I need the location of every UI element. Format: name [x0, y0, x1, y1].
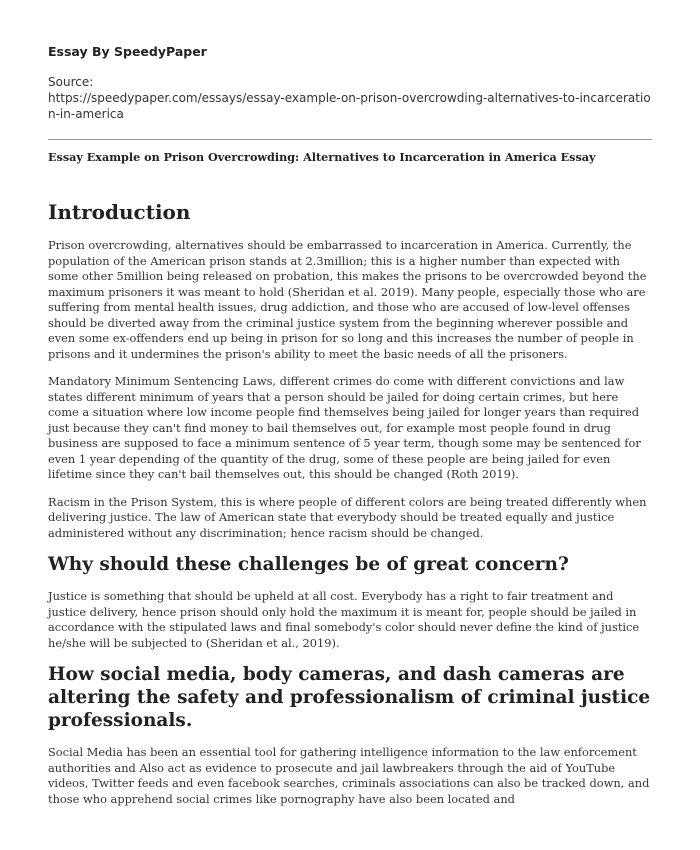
section-introduction	[48, 200, 652, 541]
paragraph: Social Media has been an essential tool for gathering intelligence information to the law enforcement authorities and Also act as evidence to prosecute and jail lawbreakers through the aid of YouTube videos, Twitter feeds and even facebook searches, criminals associations can also be tracked down, and those who apprehend social crimes like pornography have also been located and	[48, 745, 650, 806]
source-url-link[interactable]: https://speedypaper.com/essays/essay-example-on-prison-overcrowding-alternatives-to-incarceration-in-america	[48, 91, 651, 121]
section-concern	[48, 553, 652, 651]
source-label: Source:	[48, 75, 94, 89]
paragraph: Racism in the Prison System, this is where people of different colors are being treated differently when delivering justice. The law of American state that everybody should be treated equally and justice administered without any discrimination; hence racism should be changed.	[48, 494, 647, 540]
section-heading: Introduction	[48, 200, 191, 224]
essay-title: Essay Example on Prison Overcrowding: Alternatives to Incarceration in America Essay	[48, 150, 596, 164]
header-divider	[48, 139, 652, 140]
section-heading: How social media, body cameras, and dash cameras are altering the safety and professionalism of criminal justice professionals.	[48, 664, 651, 731]
paragraph: Justice is something that should be upheld at all cost. Everybody has a right to fair treatment and justice delivery, hence prison should only hold the maximum it is meant for, people should be jailed in accordance with the stipulated laws and final somebody's color should never define the kind of justice he/she will be subjected to (Sheridan et al., 2019).	[48, 589, 640, 650]
source-block	[48, 74, 652, 122]
document-header-title: Essay By SpeedyPaper	[48, 44, 207, 59]
paragraph: Mandatory Minimum Sentencing Laws, different crimes do come with different convictions and law states different minimum of years that a person should be jailed for doing certain crimes, but here come a situation where low income people find themselves being jailed for longer years than required just because they can't find money to bail themselves out, for example most people found in drug business are supposed to face a minimum sentence of 5 year term, though some may be sentenced for even 1 year depending of the quantity of the drug, some of these people are being jailed for even lifetime since they can't bail themselves out, this should be changed (Roth 2019).	[48, 374, 641, 481]
paragraph: Prison overcrowding, alternatives should be embarrassed to incarceration in America. Currently, the population of the American prison stands at 2.3million; this is a higher number than expected with some other 5million being released on probation, this makes the prisons to be overcrowded beyond the maximum prisoners it was meant to hold (Sheridan et al. 2019). Many people, especially those who are suffering from mental health issues, drug addiction, and those who are accused of low-level offenses should be diverted away from the criminal justice system from the beginning wherever possible and even some ex-offenders end up being in prison for so long and this increases the number of people in prisons and it undermines the prison's ability to meet the basic needs of all the prisoners.	[48, 238, 647, 361]
section-heading: Why should these challenges be of great concern?	[48, 554, 569, 575]
essay-content	[48, 200, 652, 819]
section-social-media	[48, 663, 652, 807]
